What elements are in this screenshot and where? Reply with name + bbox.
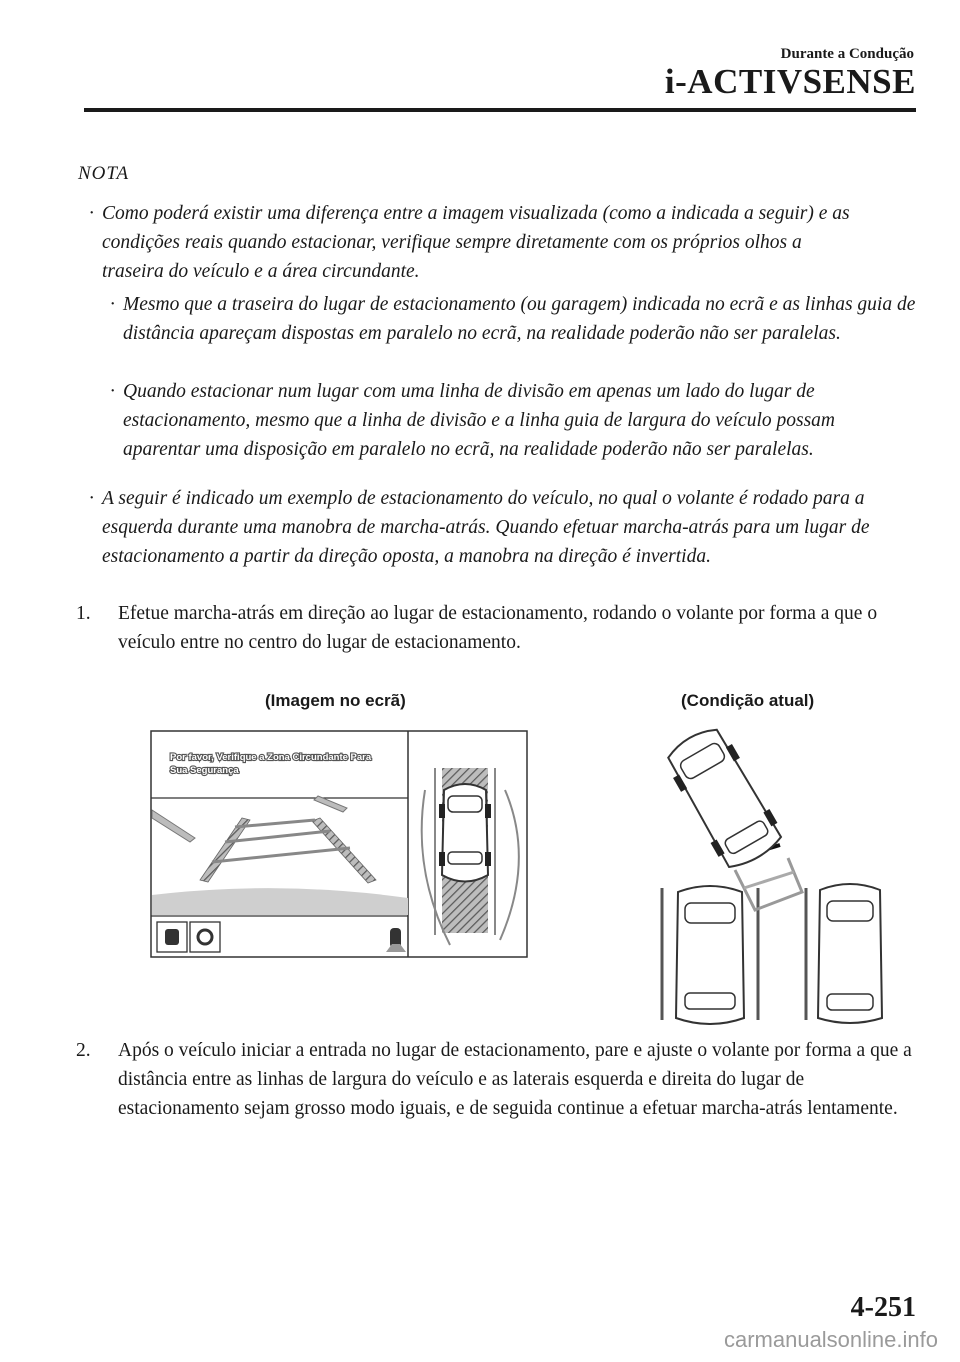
step-number: 2. — [76, 1040, 91, 1061]
actual-condition-illustration — [640, 720, 890, 1025]
bullet-text: Como poderá existir uma diferença entre a imagem visualizada (como a indicada a seguir) e as condições reais quando estacionar, verifique sempre diretamente com os próprios olhos a traseira do veículo e a área circundante. — [102, 203, 850, 282]
note-heading: NOTA — [78, 163, 130, 184]
figure-label-actual: (Condição atual) — [681, 691, 815, 710]
page-number: 4-251 — [850, 1292, 916, 1323]
step-text: Efetue marcha-atrás em direção ao lugar de estacionamento, rodando o volante por forma a que o veículo entre no centro do lugar de estacionamento. — [118, 603, 878, 653]
step-2 — [76, 1036, 918, 1123]
parked-car-right — [818, 884, 882, 1023]
camera-screen-illustration — [150, 730, 528, 958]
note-bullet-2: · Mesmo que a traseira do lugar de estacionamento (ou garagem) indicada no ecrã e as linhas guia de distância apareçam dispostas em paralelo no ecrã, na realidade poderão não ser paralelas. — [110, 294, 916, 344]
header-rule — [84, 108, 916, 112]
watermark: carmanualsonline.info — [723, 1327, 938, 1352]
screen-message-line1: Por favor, Verifique a Zona Circundante Para — [170, 752, 372, 763]
reversing-car — [660, 721, 788, 874]
bullet-text: A seguir é indicado um exemplo de estacionamento do veículo, no qual o volante é rodado para a esquerda durante uma manobra de marcha-atrás. Quando efetuar marcha-atrás para um lugar de estacionamento a partir da direção oposta, a manobra na direção é invertida. — [102, 488, 870, 567]
screen-message-line2: Sua Segurança — [170, 765, 239, 776]
parked-car-left — [676, 886, 744, 1024]
bullet-text: Mesmo que a traseira do lugar de estacionamento (ou garagem) indicada no ecrã e as linhas guia de distância apareçam dispostas em paralelo no ecrã, na realidade poderão não ser paralelas. — [123, 294, 916, 344]
bullet-text: Quando estacionar num lugar com uma linha de divisão em apenas um lado do lugar de estacionamento, mesmo que a linha de divisão e a linha guia de largura do veículo possam aparentar uma disposição em paralelo no ecrã, na realidade poderão não ser paralelas. — [123, 381, 836, 460]
note-bullet-3: · Quando estacionar num lugar com uma linha de divisão em apenas um lado do lugar de estacionamento, mesmo que a linha de divisão e a linha guia de largura do veículo possam aparentar uma disposição em paralelo no ecrã, na realidade poderão não ser paralelas. — [110, 381, 836, 460]
step-number: 1. — [76, 603, 91, 624]
header-section: Durante a Condução — [780, 46, 914, 62]
note-bullet-4: · A seguir é indicado um exemplo de estacionamento do veículo, no qual o volante é rodado para a esquerda durante uma manobra de marcha-atrás. Quando efetuar marcha-atrás para um lugar de estacionamento a partir da direção oposta, a manobra na direção é invertida. — [89, 488, 870, 567]
step-1 — [76, 599, 903, 657]
header-title: i-ACTIVSENSE — [664, 62, 916, 101]
note-bullet-1: · Como poderá existir uma diferença entre a imagem visualizada (como a indicada a seguir) e as condições reais quando estacionar, verifique sempre diretamente com os próprios olhos a traseira do veículo e a área circundante. — [89, 203, 850, 282]
settings-button — [190, 922, 220, 952]
step-text: Após o veículo iniciar a entrada no lugar de estacionamento, pare e ajuste o volante por forma a que a distância entre as linhas de largura do veículo e as laterais esquerda e direita do lugar de estacionamento sejam grosso modo iguais, e de seguida continue a efetuar marcha-atrás lentamente. — [118, 1040, 912, 1119]
figure-label-screen: (Imagem no ecrã) — [265, 691, 406, 710]
